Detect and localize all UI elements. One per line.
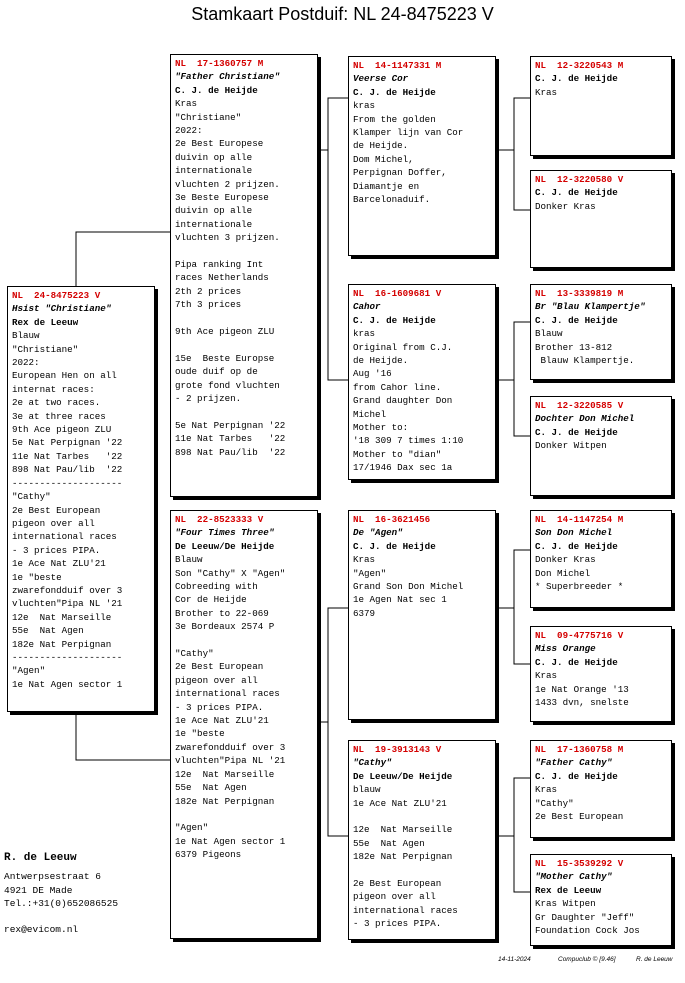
pedigree-note-line: zwarefondduif over 3 [12, 584, 123, 596]
pedigree-note-line: -------------------- [12, 651, 123, 663]
pedigree-note-line: -------------------- [12, 477, 123, 489]
pedigree-note-line [175, 808, 313, 821]
pedigree-note-line: 2e Best Europese [175, 138, 264, 150]
pedigree-note-line: Grand Son Don Michel [353, 581, 464, 593]
pedigree-note-line: 1e Ace Nat ZLU'21 [353, 797, 447, 809]
pigeon-card-fmm[interactable] [530, 396, 672, 496]
pedigree-note-line: "Agen" [175, 822, 209, 834]
pedigree-note-line: oude duif op de [175, 366, 258, 378]
connector-ff-fff [496, 98, 530, 150]
pedigree-note-line: Michel [353, 408, 387, 420]
pedigree-note-line: 1e Nat Agen sector 1 [175, 835, 286, 847]
pigeon-card-subject[interactable] [7, 286, 155, 712]
pedigree-note-line: de Heijde. [353, 140, 409, 152]
pedigree-note-line: Perpignan Doffer, [353, 167, 447, 179]
ring-number: NL 13-3339819 M [535, 288, 624, 299]
breeder-name: C. J. de Heijde [353, 314, 436, 326]
owner-phone: Tel.:+31(0)652086525 [4, 898, 119, 910]
pedigree-note-line: Donker Witpen [535, 440, 607, 452]
breeder-name: C. J. de Heijde [535, 314, 618, 326]
pedigree-note-line: Kras [535, 784, 558, 796]
pedigree-note-line: from Cahor line. [353, 381, 442, 393]
pedigree-note-line: 5e Nat Perpignan '22 [175, 419, 286, 431]
pedigree-note-line: 6379 [353, 607, 376, 619]
ring-number: NL 16-3621456 [353, 514, 431, 525]
pigeon-card-ff[interactable] [348, 56, 496, 256]
footer-software: Compuclub © [9.46] [558, 956, 616, 963]
pedigree-note-line: "Agen" [353, 567, 387, 579]
connector-mm-mmm [514, 836, 530, 892]
pigeon-name: Miss Orange [535, 643, 596, 655]
pedigree-note-line: 182e Nat Perpignan [353, 851, 453, 863]
pedigree-note-line: vluchten"Pipa NL '21 [12, 598, 123, 610]
pedigree-note-line: Blauw [175, 554, 203, 566]
pedigree-note-line [353, 864, 491, 877]
pedigree-note-line: 55e Nat Agen [353, 837, 425, 849]
pedigree-note-line: Original from C.J. [353, 341, 453, 353]
connector-subject-father [76, 232, 170, 286]
breeder-name: C. J. de Heijde [535, 656, 618, 668]
connector-mf-mff [496, 550, 530, 608]
ring-number: NL 14-1147331 M [353, 60, 442, 71]
page-title: Stamkaart Postduif: NL 24-8475223 V [191, 4, 494, 24]
pigeon-name: Dochter Don Michel [535, 413, 635, 425]
pedigree-note-line: 898 Nat Pau/lib '22 [175, 446, 286, 458]
pedigree-note-line: Klamper lijn van Cor [353, 127, 464, 139]
pedigree-note-line [175, 406, 313, 419]
pigeon-card-fm[interactable] [348, 284, 496, 480]
pedigree-note-line: internationale [175, 218, 253, 230]
pedigree-note-line: 1e Nat Agen sector 1 [12, 678, 123, 690]
pedigree-note-line: 17/1946 Dax sec 1a [353, 462, 453, 474]
pedigree-note-line: 12e Nat Marseille [353, 824, 453, 836]
pedigree-note-line: duivin op alle [175, 205, 253, 217]
pedigree-note-line: kras [353, 328, 376, 340]
pedigree-note-line: - 2 prijzen. [175, 393, 242, 405]
owner-block [4, 852, 118, 936]
breeder-name: De Leeuw/De Heijde [353, 770, 453, 782]
pedigree-note-line: 3e at three races [12, 410, 106, 422]
ring-number: NL 17-1360758 M [535, 744, 624, 755]
pigeon-name: Veerse Cor [353, 73, 409, 85]
pedigree-note-line: * Superbreeder * [535, 581, 624, 593]
pedigree-note-line: 15e Beste Europse [175, 352, 275, 364]
pigeon-name: "Father Cathy" [535, 757, 613, 769]
pedigree-note-line: Blauw [535, 328, 563, 340]
pedigree-note-line: "Cathy" [535, 797, 574, 809]
pedigree-note-line [175, 634, 313, 647]
pedigree-note-line: "Agen" [12, 665, 46, 677]
pedigree-note-line: 5e Nat Perpignan '22 [12, 437, 123, 449]
ring-number: NL 22-8523333 V [175, 514, 264, 525]
pedigree-note-line: Kras [353, 554, 376, 566]
pedigree-note-line: 55e Nat Agen [12, 625, 84, 637]
pedigree-note-line: 55e Nat Agen [175, 782, 247, 794]
pedigree-note-line: Son "Cathy" X "Agen" [175, 567, 286, 579]
pedigree-note-line: blauw [353, 784, 381, 796]
connector-mf-mfm [514, 608, 530, 664]
pedigree-note-line: international races [353, 904, 458, 916]
ring-number: NL 19-3913143 V [353, 744, 442, 755]
pedigree-note-line: 2e Best European [12, 504, 101, 516]
pedigree-note-line: 2e at two races. [12, 397, 101, 409]
pedigree-note-line: "Christiane" [175, 111, 242, 123]
ring-number: NL 16-1609681 V [353, 288, 442, 299]
pedigree-note-line: "Cathy" [175, 648, 214, 660]
owner-email[interactable]: rex@evicom.nl [4, 923, 79, 935]
connector-subject-mother [76, 712, 170, 760]
pigeon-name: "Cathy" [353, 757, 392, 769]
pedigree-note-line: zwarefondduif over 3 [175, 741, 286, 753]
pedigree-note-line: 3e Beste Europese [175, 192, 269, 204]
pedigree-note-line: Donker Kras [535, 200, 596, 212]
pedigree-note-line: Don Michel [535, 567, 591, 579]
pedigree-note-line: 1e Agen Nat sec 1 [353, 594, 447, 606]
pedigree-note-line: 11e Nat Tarbes '22 [12, 450, 123, 462]
pedigree-note-line: Cobreeding with [175, 581, 258, 593]
breeder-name: C. J. de Heijde [535, 426, 618, 438]
pigeon-card-mff[interactable] [530, 510, 672, 608]
ring-number: NL 12-3220580 V [535, 174, 624, 185]
pigeon-name: "Four Times Three" [175, 527, 275, 539]
pedigree-note-line [175, 245, 313, 258]
pedigree-note-line [175, 339, 313, 352]
pedigree-note-line: 182e Nat Perpignan [12, 638, 112, 650]
pedigree-note-line: 2th 2 prices [175, 285, 242, 297]
pedigree-note-line: 1e Ace Nat ZLU'21 [175, 715, 269, 727]
pedigree-note-line: duivin op alle [175, 151, 253, 163]
owner-name: R. de Leeuw [4, 852, 77, 864]
pedigree-note-line: Brother to 22-069 [175, 607, 269, 619]
pedigree-note-line: international races [12, 531, 117, 543]
pigeon-name: Cahor [353, 301, 381, 313]
breeder-name: C. J. de Heijde [535, 73, 618, 85]
pedigree-note-line: Aug '16 [353, 368, 392, 380]
pigeon-card-mfm[interactable] [530, 626, 672, 722]
ring-number: NL 24-8475223 V [12, 290, 101, 301]
pedigree-note-line: Kras Witpen [535, 898, 596, 910]
connector-father-ff [318, 98, 348, 150]
owner-address-street: Antwerpsestraat 6 [4, 871, 101, 883]
pedigree-note-line: Brother 13-812 [535, 341, 613, 353]
pigeon-card-ffm[interactable] [530, 170, 672, 268]
connector-father-fm [328, 150, 348, 380]
pigeon-name: "Father Christiane" [175, 71, 280, 83]
pedigree-note-line: 2e Best European [535, 811, 624, 823]
pedigree-note-line: pigeon over all [353, 891, 436, 903]
connector-fm-fmf [496, 322, 530, 380]
footer-date: 14-11-2024 [498, 956, 531, 963]
breeder-name: C. J. de Heijde [175, 84, 258, 96]
pedigree-note-line: - 3 prices PIPA. [12, 544, 101, 556]
pedigree-note-line: Diamantje en [353, 180, 420, 192]
ring-number: NL 15-3539292 V [535, 858, 624, 869]
pedigree-note-line: Kras [535, 86, 558, 98]
pigeon-name: De "Agen" [353, 527, 403, 539]
ring-number: NL 12-3220543 M [535, 60, 624, 71]
breeder-name: C. J. de Heijde [535, 540, 618, 552]
pedigree-note-line: Pipa ranking Int [175, 259, 264, 271]
pedigree-note-line: "Cathy" [12, 491, 51, 503]
pedigree-note-line: internat races: [12, 383, 95, 395]
connector-mother-mm [328, 722, 348, 836]
pedigree-note-line: - 3 prices PIPA. [175, 701, 264, 713]
pedigree-note-line: Gr Daughter "Jeff" [535, 911, 635, 923]
connector-mm-mmf [496, 778, 530, 836]
pedigree-note-line: Foundation Cock Jos [535, 925, 640, 937]
ring-number: NL 14-1147254 M [535, 514, 624, 525]
connector-ff-ffm [514, 150, 530, 210]
pedigree-note-line: Donker Kras [535, 554, 596, 566]
pedigree-note-line: From the golden [353, 113, 436, 125]
pedigree-note-line: 9th Ace pigeon ZLU [175, 326, 275, 338]
breeder-name: De Leeuw/De Heijde [175, 540, 275, 552]
pigeon-card-fff[interactable] [530, 56, 672, 156]
pedigree-note-line: 2e Best European [353, 878, 442, 890]
pedigree-note-line: Kras [535, 670, 558, 682]
pedigree-note-line: Mother to "dian" [353, 448, 442, 460]
pedigree-note-line: vluchten 3 prijzen. [175, 232, 280, 244]
pedigree-note-line: Dom Michel, [353, 153, 414, 165]
pedigree-note-line: 6379 Pigeons [175, 849, 242, 861]
pigeon-card-mm[interactable] [348, 740, 496, 940]
pigeon-name: Br "Blau Klampertje" [535, 301, 646, 313]
pigeon-card-mother[interactable] [170, 510, 318, 939]
pigeon-name: "Mother Cathy" [535, 871, 613, 883]
pedigree-note-line: de Heijde. [353, 355, 409, 367]
ring-number: NL 09-4775716 V [535, 630, 624, 641]
pedigree-note-line: 1e Nat Orange '13 [535, 683, 629, 695]
pigeon-card-father[interactable] [170, 54, 318, 497]
pedigree-note-line: Barcelonaduif. [353, 194, 431, 206]
owner-address-city: 4921 DE Made [4, 884, 73, 896]
pigeon-card-mmf[interactable] [530, 740, 672, 838]
pigeon-card-fmf[interactable] [530, 284, 672, 380]
pedigree-note-line: - 3 prices PIPA. [353, 918, 442, 930]
ring-number: NL 12-3220585 V [535, 400, 624, 411]
pedigree-note-line: 898 Nat Pau/lib '22 [12, 464, 123, 476]
pedigree-note-line: pigeon over all [175, 674, 258, 686]
breeder-name: Rex de Leeuw [12, 316, 79, 328]
pedigree-note-line: 11e Nat Tarbes '22 [175, 433, 286, 445]
pedigree-note-line: Cor de Heijde [175, 594, 247, 606]
pedigree-note-line: grote fond vluchten [175, 379, 280, 391]
breeder-name: C. J. de Heijde [535, 770, 618, 782]
pedigree-note-line: 2022: [175, 125, 203, 137]
pedigree-note-line: 12e Nat Marseille [175, 768, 275, 780]
pigeon-card-mf[interactable] [348, 510, 496, 720]
pedigree-note-line: 2022: [12, 357, 40, 369]
footer-author: R. de Leeuw [636, 956, 673, 963]
pedigree-note-line: 7th 3 prices [175, 299, 242, 311]
pedigree-note-line: 1433 dvn, snelste [535, 697, 629, 709]
connector-fm-fmm [514, 380, 530, 436]
pedigree-note-line: '18 309 7 times 1:10 [353, 435, 464, 447]
pedigree-note-line: 1e Ace Nat ZLU'21 [12, 558, 106, 570]
pedigree-note-line: 12e Nat Marseille [12, 611, 112, 623]
ring-number: NL 17-1360757 M [175, 58, 264, 69]
pigeon-name: Son Don Michel [535, 527, 613, 539]
pedigree-note-line: 9th Ace pigeon ZLU [12, 424, 112, 436]
pedigree-note-line: internationale [175, 165, 253, 177]
pedigree-note-line: 182e Nat Perpignan [175, 795, 275, 807]
pedigree-note-line: Blauw Klampertje. [535, 355, 635, 367]
pedigree-note-line: Kras [175, 98, 198, 110]
pedigree-note-line: Mother to: [353, 422, 409, 434]
pedigree-note-line: 1e "beste [175, 728, 225, 740]
pedigree-note-line: vluchten 2 prijzen. [175, 178, 280, 190]
pedigree-note-line: international races [175, 688, 280, 700]
pedigree-note-line: European Hen on all [12, 370, 117, 382]
breeder-name: C. J. de Heijde [353, 86, 436, 98]
pedigree-note-line: vluchten"Pipa NL '21 [175, 755, 286, 767]
breeder-name: Rex de Leeuw [535, 884, 602, 896]
pedigree-note-line: "Christiane" [12, 343, 79, 355]
pedigree-note-line [353, 810, 491, 823]
pedigree-note-line: pigeon over all [12, 517, 95, 529]
pedigree-note-line: 1e "beste [12, 571, 62, 583]
pigeon-card-mmm[interactable] [530, 854, 672, 946]
connector-mother-mf [318, 608, 348, 722]
breeder-name: C. J. de Heijde [353, 540, 436, 552]
pigeon-name: Hsist "Christiane" [12, 303, 112, 315]
pedigree-note-line [175, 312, 313, 325]
pedigree-note-line: 3e Bordeaux 2574 P [175, 621, 275, 633]
pedigree-note-line: Grand daughter Don [353, 395, 453, 407]
breeder-name: C. J. de Heijde [535, 187, 618, 199]
pedigree-note-line: Blauw [12, 330, 40, 342]
pedigree-note-line: kras [353, 100, 376, 112]
pedigree-note-line: races Netherlands [175, 272, 269, 284]
pedigree-note-line: 2e Best European [175, 661, 264, 673]
